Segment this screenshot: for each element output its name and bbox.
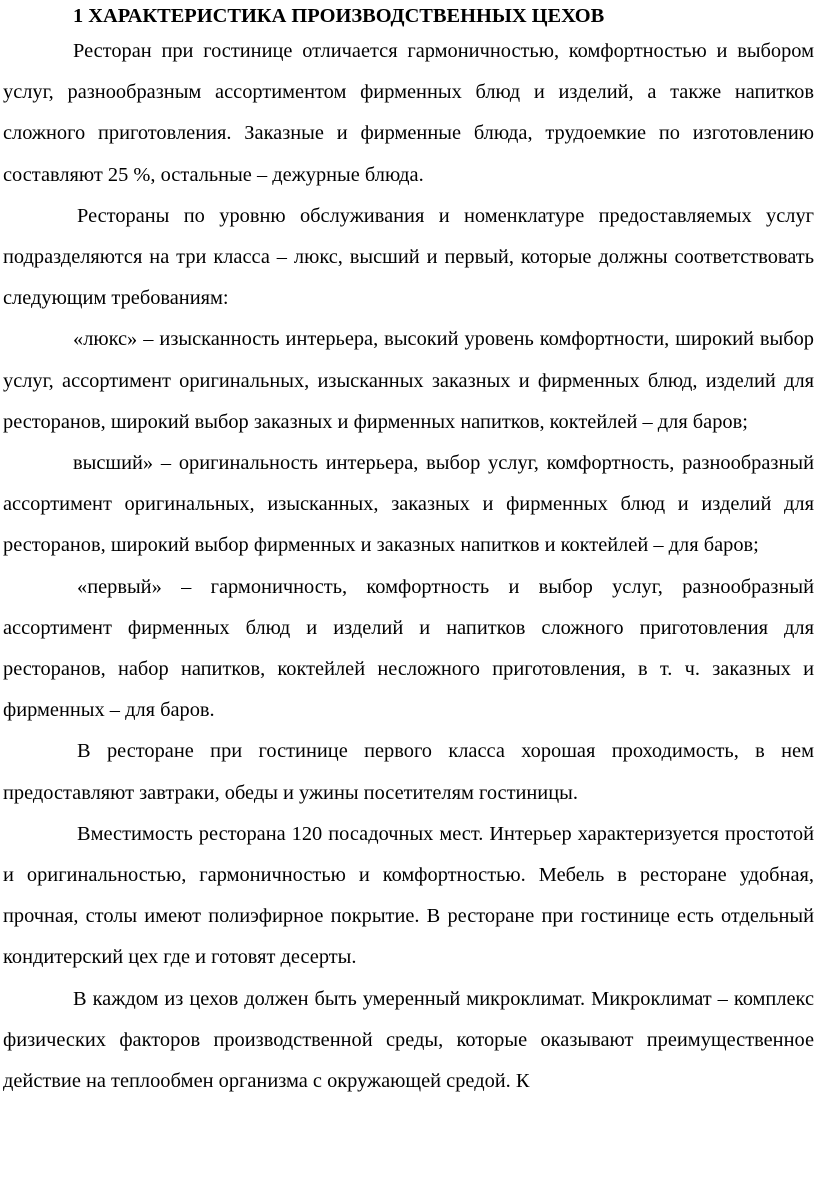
paragraph-class-lux: «люкс» – изысканность интерьера, высокий уровень комфортности, широкий выбор услуг, ассортимент оригинальных, изысканных заказных и фирменных блюд, изделий для ресторанов, широкий выбор заказных и фирменных напитков, коктейлей – для баров; — [3, 328, 814, 433]
paragraph-class-highest: высший» – оригинальность интерьера, выбор услуг, комфортность, разнообразный ассортимент оригинальных, изысканных, заказных и фирменных блюд и изделий для ресторанов, широкий выбор фирменных и заказных напитков и коктейлей – для баров; — [3, 452, 814, 557]
paragraph-microclimate: В каждом из цехов должен быть умеренный микроклимат. Микроклимат – комплекс физических факторов производственной среды, которые оказывают преимущественное действие на теплообмен организма с окружающей средой. К — [3, 987, 814, 1093]
paragraph-class-first: «первый» – гармоничность, комфортность и выбор услуг, разнообразный ассортимент фирменных блюд и изделий и напитков сложного приготовления для ресторанов, набор напитков, коктейлей несложного приготовления, в т. ч. заказных и фирменных – для баров. — [3, 575, 814, 722]
section-heading: 1 ХАРАКТЕРИСТИКА ПРОИЗВОДСТВЕННЫХ ЦЕХОВ — [73, 5, 605, 27]
paragraph-first-class-hotel-restaurant: В ресторане при гостинице первого класса хорошая проходимость, в нем предоставляют завтраки, обеды и ужины посетителям гостиницы. — [3, 740, 814, 804]
paragraph-restaurant-overview: Ресторан при гостинице отличается гармоничностью, комфортностью и выбором услуг, разнообразным ассортиментом фирменных блюд и изделий, а также напитков сложного приготовления. Заказные и фирменные блюда, трудоемкие по изготовлению составляют 25 %, остальные – дежурные блюда. — [3, 40, 814, 186]
paragraph-restaurant-classes: Рестораны по уровню обслуживания и номенклатуре предоставляемых услуг подразделяются на три класса – люкс, высший и первый, которые должны соответствовать следующим требованиям: — [3, 204, 814, 310]
paragraph-capacity-interior: Вместимость ресторана 120 посадочных мест. Интерьер характеризуется простотой и оригинальностью, гармоничностью и комфортностью. Мебель в ресторане удобная, прочная, столы имеют полиэфирное покрытие. В ресторане при гостинице есть отдельный кондитерский цех где и готовят десерты. — [3, 822, 814, 969]
